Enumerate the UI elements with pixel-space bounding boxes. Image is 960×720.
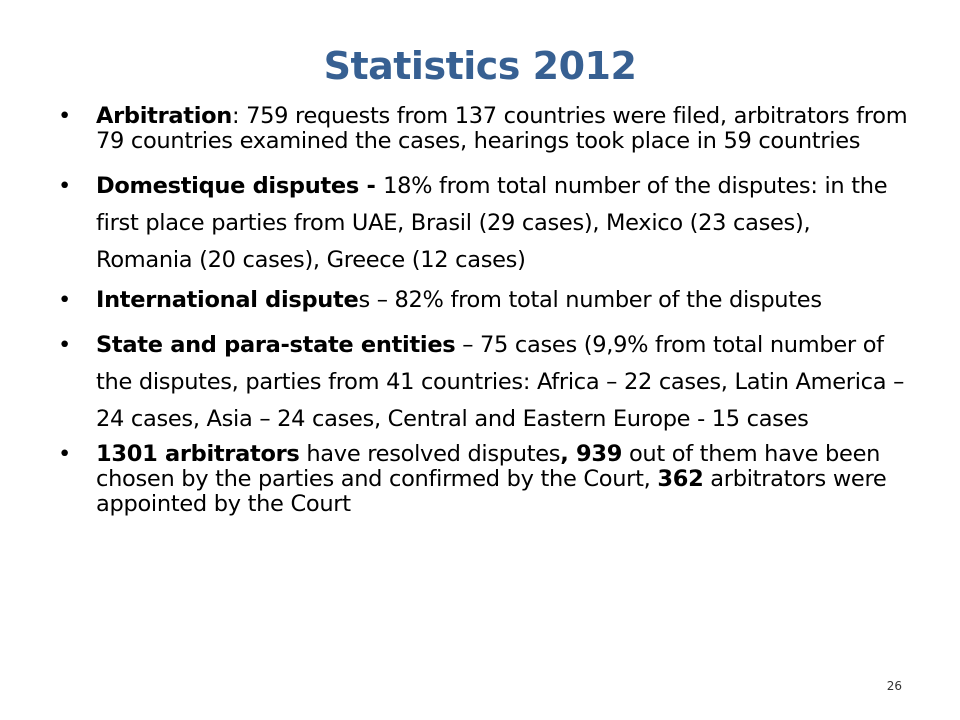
bullet-dot-icon: • <box>58 103 71 129</box>
bullet-dot-icon: • <box>58 332 71 358</box>
bullet-dot-icon: • <box>58 287 71 313</box>
bullet-lead: Domestique disputes - <box>96 173 384 199</box>
bullet-text: 18% from total number of the disputes: in the first place parties from UAE, Brasil (29 cases), Mexico (23 cases), Romania (20 cases), Greece (12 cases) <box>96 173 888 273</box>
bullet-lead: International dispute <box>96 287 359 313</box>
bullet-list <box>52 104 912 517</box>
bullet-dot-icon: • <box>58 173 71 199</box>
bullet-arbitration <box>52 104 912 154</box>
bullet-lead: Arbitration <box>96 103 233 129</box>
bullet-dot-icon: • <box>58 441 71 467</box>
bullet-text: – 75 cases (9,9% from total number of the disputes, parties from 41 countries: Africa – 22 cases, Latin America – 24 cases, Asia – 24 cases, Central and Eastern Europe - 15 cases <box>96 332 905 432</box>
bullet-text: s – 82% from total number of the disputes <box>358 287 822 313</box>
bullet-text: out of them have been chosen by the parties and confirmed by the Court, <box>96 441 881 492</box>
bullet-emphasis: 362 <box>657 466 704 492</box>
slide-title: Statistics 2012 <box>323 44 637 88</box>
bullet-international-disputes <box>52 282 912 319</box>
bullet-state-entities <box>52 327 912 438</box>
bullet-text: arbitrators were appointed by the Court <box>96 466 887 517</box>
bullet-emphasis: , 939 <box>560 441 623 467</box>
bullet-lead: State and para-state entities <box>96 332 456 358</box>
bullet-arbitrators <box>52 442 912 517</box>
bullet-text: : 759 requests from 137 countries were filed, arbitrators from 79 countries examined the cases, hearings took place in 59 countries <box>96 103 908 154</box>
bullet-text: have resolved disputes <box>299 441 561 467</box>
bullet-domestique-disputes <box>52 168 912 279</box>
bullet-lead: 1301 arbitrators <box>96 441 300 467</box>
page-number: 26 <box>886 679 902 693</box>
